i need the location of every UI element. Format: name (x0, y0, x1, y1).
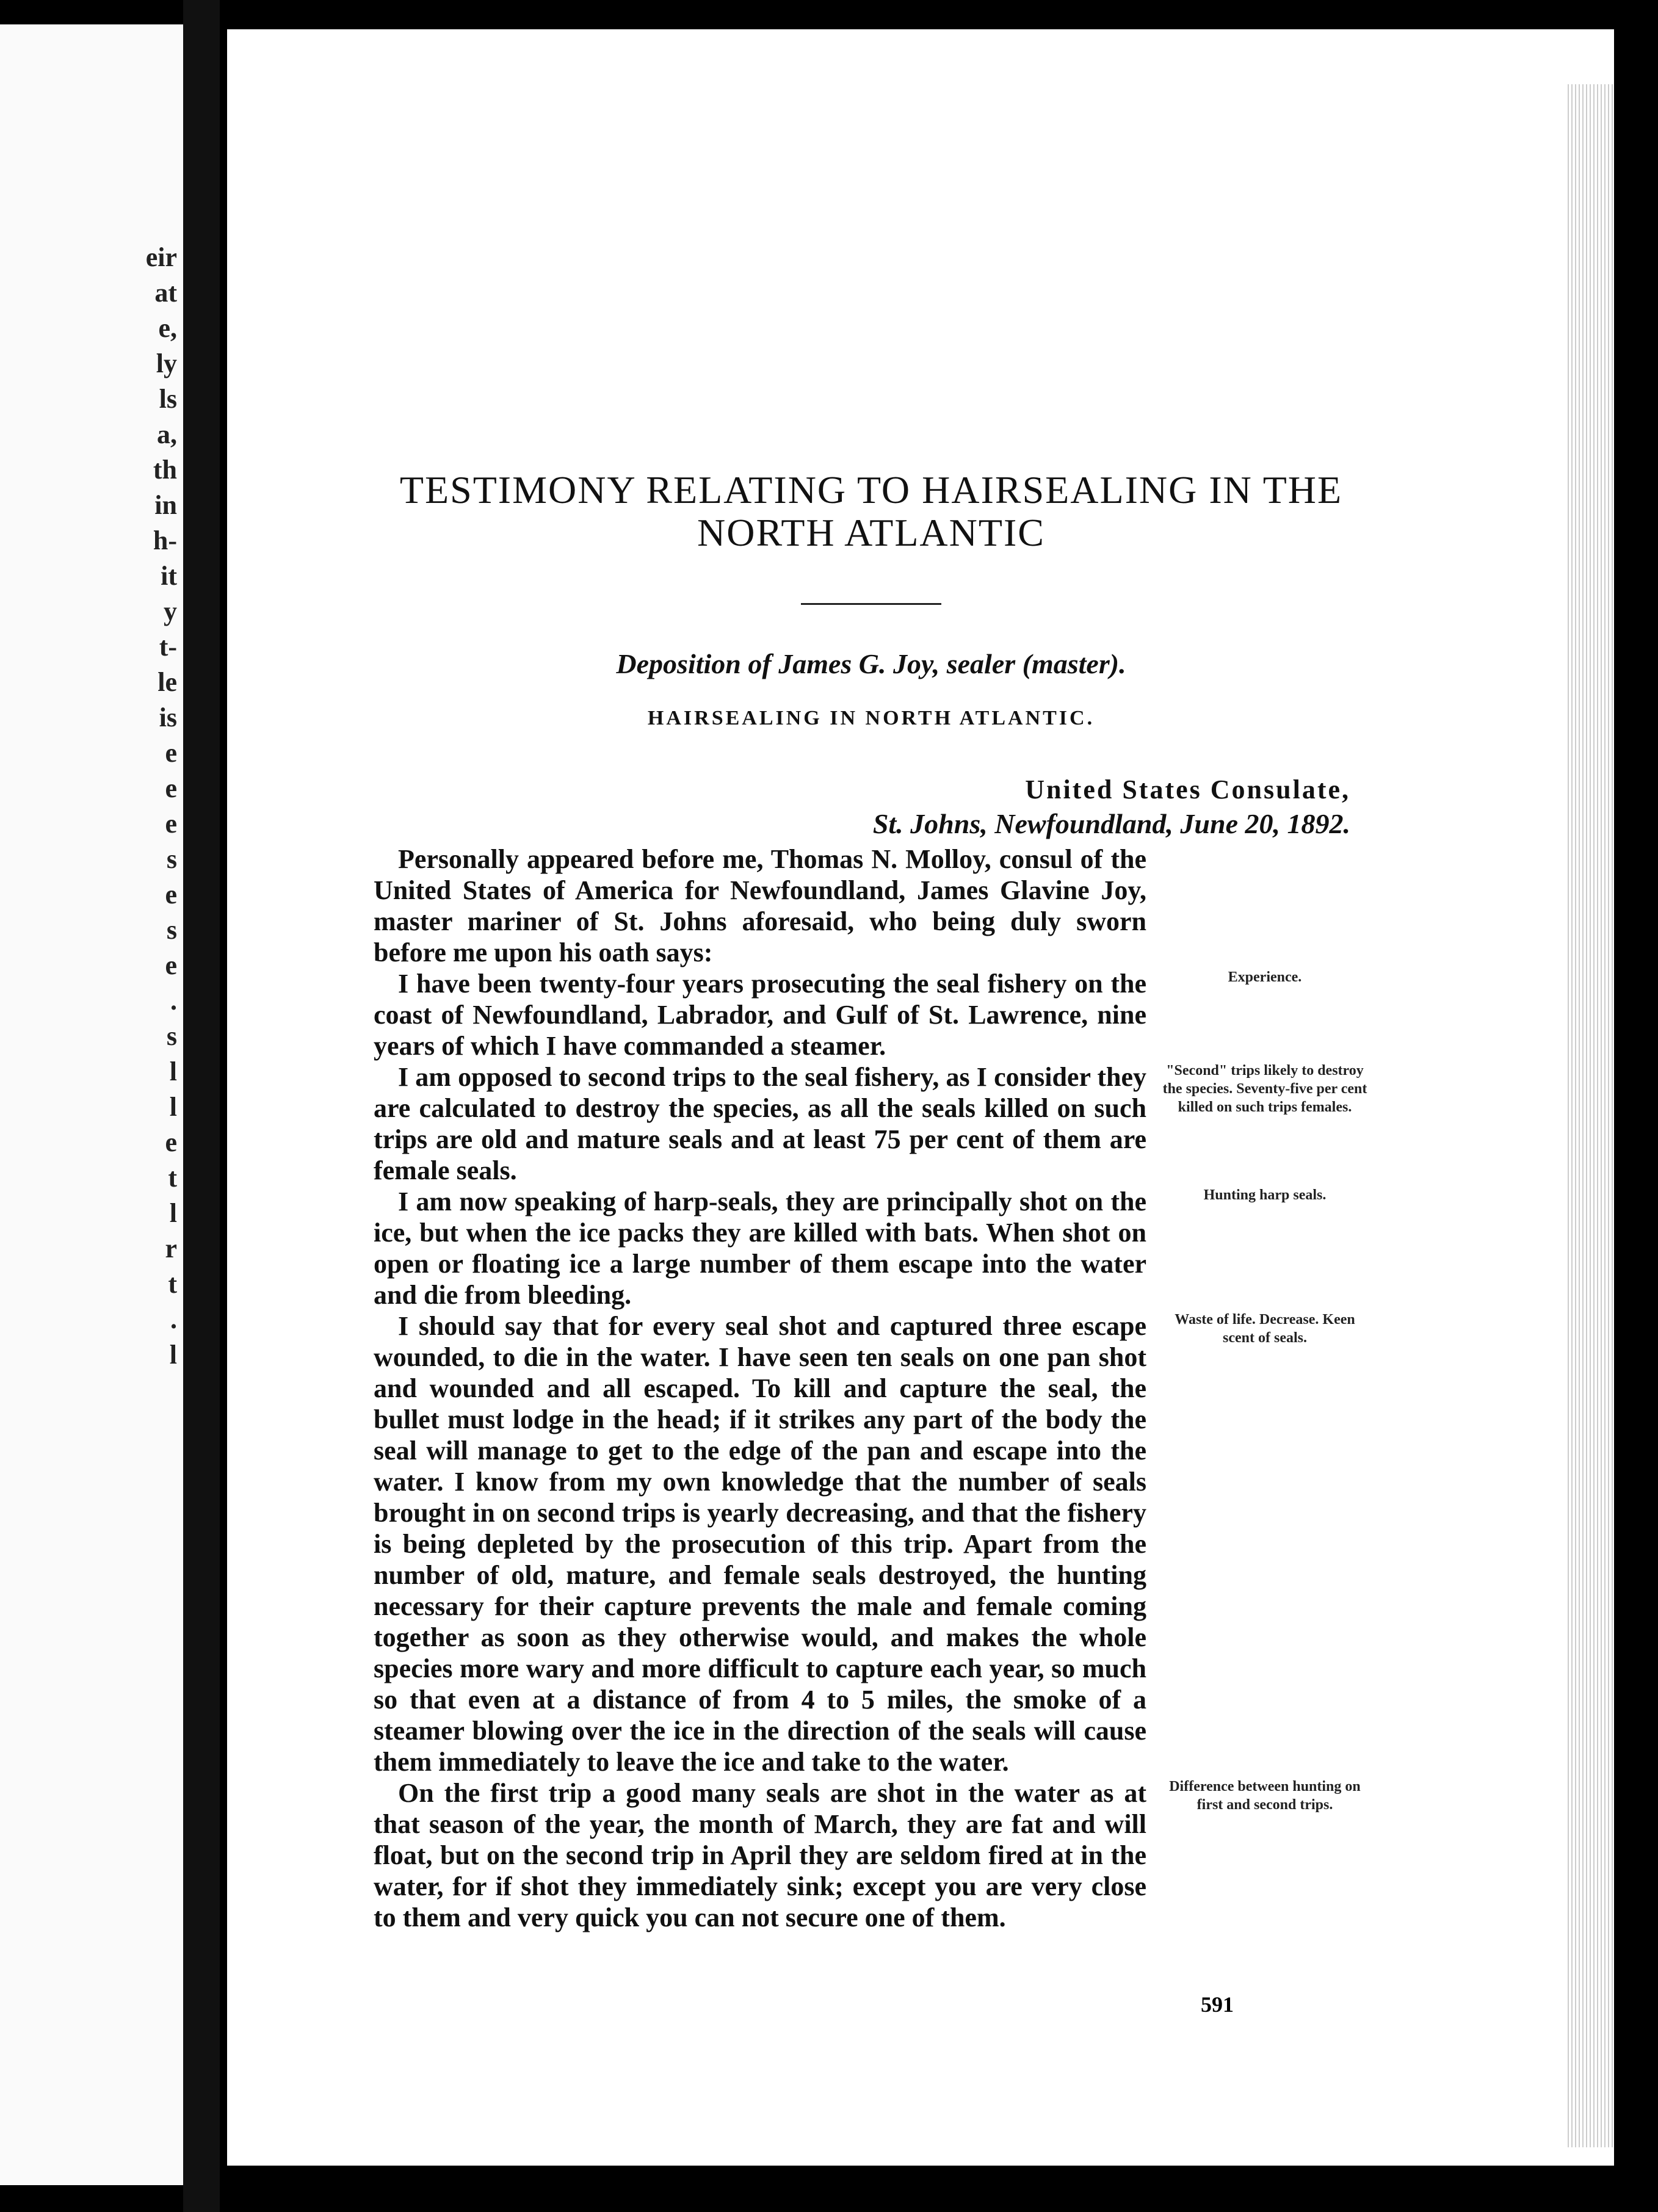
paragraph-row (374, 844, 1369, 968)
left-page-word-fragment: s (166, 915, 177, 945)
left-page-word-fragment: r (165, 1234, 177, 1263)
left-page-word-fragment: e (165, 738, 177, 768)
paragraph: On the first trip a good many seals are shot in the water as at that season of the year, the month of March, they are fat and will float, but on the second trip in April they are seldom fired at in the water, for if shot they immediately sink; except you are very close to them and very quick you can not secure one of them. (374, 1778, 1146, 1932)
paragraph: I should say that for every seal shot and captured three escape wounded, to die in the water. I have seen ten seals on one pan shot and wounded and all escaped. To kill and capture the seal, the bullet must lodge in the head; if it strikes any part of the body the seal will manage to get to the edge of the pan and escape into the water. I know from my own knowledge that the number of seals brought in on second trips is yearly decreasing, and that the fishery is being depleted by the prosecution of this trip. Apart from the number of old, mature, and female seals destroyed, the hunting necessary for their capture prevents the male and female coming together as soon as they otherwise would, and makes the whole species more wary and more difficult to capture each year, so much so that even at a distance of from 4 to 5 miles, the smoke of a steamer blowing over the ice in the direction of the seals will cause them immediately to leave the ice and take to the water. (374, 1311, 1146, 1777)
page-number: 591 (1201, 1992, 1234, 2017)
paragraph-row (374, 1186, 1369, 1310)
paragraph-row (374, 1061, 1369, 1186)
left-page-word-fragment: y (164, 596, 177, 626)
title-rule (801, 603, 941, 605)
margin-note: Hunting harp seals. (1203, 1187, 1327, 1203)
paragraph: I am opposed to second trips to the seal fishery, as I consider they are calculated to destroy the species, as all the seals killed on such trips are old and mature seals and at least 75 per cent of them are female seals. (374, 1062, 1146, 1185)
left-page-word-fragment: l (169, 1057, 177, 1086)
left-page-word-fragment: s (166, 844, 177, 874)
left-page-fragment (0, 24, 183, 2185)
left-page-word-fragment: at (154, 278, 177, 308)
left-page-word-fragment: l (169, 1092, 177, 1122)
left-page-word-fragment: l (169, 1340, 177, 1370)
paragraph-row (374, 1310, 1369, 1777)
left-page-word-fragment: in (154, 490, 177, 520)
page-title: TESTIMONY RELATING TO HAIRSEALING IN THE NORTH ATLANTIC (399, 468, 1343, 554)
left-page-word-fragment: t (168, 1269, 177, 1299)
margin-note: Difference between hunting on first and second trips. (1169, 1779, 1361, 1813)
margin-note: Waste of life. Decrease. Keen scent of seals. (1175, 1312, 1355, 1346)
left-page-word-fragment: . (170, 986, 177, 1016)
left-page-word-fragment: t (168, 1163, 177, 1193)
paragraph-row (374, 1777, 1369, 1933)
margin-note: "Second" trips likely to destroy the species. Seventy-five per cent killed on such trips females. (1162, 1063, 1367, 1115)
paragraph: I am now speaking of harp-seals, they are principally shot on the ice, but when the ice packs they are killed with bats. When shot on open or floating ice a large number of them escape into the water and die from bleeding. (374, 1187, 1146, 1310)
left-page-word-fragment: s (166, 1021, 177, 1051)
dateline: St. Johns, Newfoundland, June 20, 1892. (872, 808, 1350, 839)
left-page-word-fragment: it (161, 561, 177, 591)
left-page-word-fragment: e, (158, 313, 177, 343)
paragraph: I have been twenty-four years prosecuting the seal fishery on the coast of Newfoundland, Labrador, and Gulf of St. Lawrence, nine years of which I have commanded a steamer. (374, 969, 1146, 1061)
left-page-word-fragment: eir (145, 242, 177, 272)
page-edge (1565, 84, 1614, 2147)
left-page-word-fragment: e (165, 773, 177, 803)
consulate-line: United States Consulate, (1025, 775, 1350, 804)
section-subhead: HAIRSEALING IN NORTH ATLANTIC. (647, 707, 1095, 729)
left-page-word-fragment: le (157, 667, 177, 697)
left-page-word-fragment: th (153, 455, 177, 485)
left-page-word-fragment: ly (156, 349, 177, 378)
left-page-word-fragment: ls (159, 384, 177, 414)
page (227, 29, 1614, 2166)
left-page-word-fragment: e (165, 880, 177, 909)
page-content (374, 469, 1369, 1933)
book-gutter (183, 0, 220, 2212)
paragraph-row (374, 968, 1369, 1061)
left-page-word-fragment: h- (153, 526, 177, 555)
deposition-heading: Deposition of James G. Joy, sealer (master). (616, 648, 1126, 679)
left-page-word-fragment: t- (159, 632, 177, 662)
left-page-word-fragment: l (169, 1198, 177, 1228)
left-page-word-fragment: e (165, 950, 177, 980)
left-page-word-fragment: e (165, 809, 177, 839)
margin-note: Experience. (1228, 969, 1302, 985)
left-page-word-fragment: . (170, 1304, 177, 1334)
left-page-word-fragment: a, (157, 419, 177, 449)
left-page-word-fragment: is (159, 703, 177, 732)
left-page-word-fragment: e (165, 1127, 177, 1157)
paragraph: Personally appeared before me, Thomas N. Molloy, consul of the United States of America for Newfoundland, James Glavine Joy, master mariner of St. Johns aforesaid, who being duly sworn before me upon his oath says: (374, 844, 1146, 967)
